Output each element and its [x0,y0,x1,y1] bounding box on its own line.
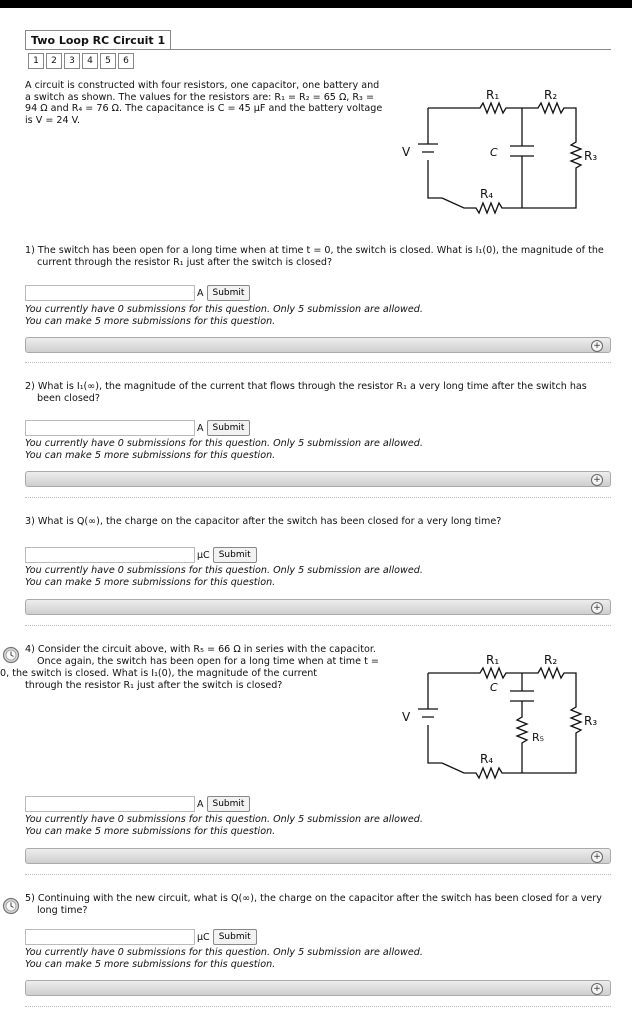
answer-input-3[interactable] [25,547,195,563]
note-line: You can make 5 more submissions for this question. [25,825,276,837]
note-line: You can make 5 more submissions for this question. [25,315,276,327]
answer-row-5 [25,929,257,945]
label-r4: R₄ [480,752,494,766]
note-line: You currently have 0 submissions for this question. Only 5 submission are allowed. [25,565,423,576]
answer-input-4[interactable] [25,796,195,812]
question-3-text [25,516,615,528]
part-tab-1[interactable]: 1 [28,53,44,69]
unit-label: A [197,798,204,810]
circuit-wire [428,103,581,213]
expand-bar-2[interactable] [25,471,611,487]
question-line: through the resistor R₁ just after the switch is closed? [25,680,283,691]
answer-input-1[interactable] [25,285,195,301]
submission-note-3 [25,565,423,588]
submission-note-2 [25,438,423,461]
label-c: C [490,681,498,694]
title-underline [25,49,611,50]
answer-row-3 [25,547,257,563]
question-2-text [25,381,615,405]
separator [25,625,611,626]
expand-plus-icon[interactable]: + [591,602,603,614]
label-r3: R₃ [584,149,598,163]
circuit-wire [517,673,527,773]
note-line: You can make 5 more submissions for this question. [25,576,276,588]
label-r5: R₅ [532,731,545,744]
answer-input-5[interactable] [25,929,195,945]
expand-plus-icon[interactable]: + [591,340,603,352]
battery-symbol [418,144,438,152]
note-line: You currently have 0 submissions for this question. Only 5 submission are allowed. [25,438,423,449]
expand-bar-5[interactable] [25,980,611,996]
battery-symbol [418,709,438,717]
note-line: You currently have 0 submissions for this question. Only 5 submission are allowed. [25,814,423,825]
circuit-diagram-1 [390,80,610,220]
separator [25,874,611,875]
problem-intro [25,80,387,126]
answer-row-1 [25,285,250,301]
question-line: Once again, the switch has been open for a long time when at time t = [37,656,379,667]
top-bar [0,0,632,8]
intro-line: 94 Ω and R₄ = 76 Ω. The capacitance is C = 45 μF and the battery voltage [25,103,383,115]
question-line: been closed? [37,393,100,404]
note-line: You can make 5 more submissions for this question. [25,449,276,461]
answer-row-2 [25,420,250,436]
part-tabs [28,53,136,69]
expand-bar-1[interactable] [25,337,611,353]
expand-plus-icon[interactable]: + [591,983,603,995]
question-line: 4) Consider the circuit above, with R₅ = 66 Ω in series with the capacitor. [25,644,376,655]
note-line: You can make 5 more submissions for this question. [25,958,276,970]
submit-button-5[interactable]: Submit [213,929,257,945]
part-tab-2[interactable]: 2 [46,53,62,69]
intro-line: a switch as shown. The values for the resistors are: R₁ = R₂ = 65 Ω, R₃ = [25,91,374,103]
answer-input-2[interactable] [25,420,195,436]
unit-label: A [197,422,204,434]
expand-bar-4[interactable] [25,848,611,864]
part-tab-4[interactable]: 4 [82,53,98,69]
intro-line: is V = 24 V. [25,114,81,126]
capacitor-symbol [510,146,534,156]
question-4-text [0,644,387,692]
question-line: current through the resistor R₁ just after the switch is closed? [37,257,333,268]
question-line: 1) The switch has been open for a long time when at time t = 0, the switch is closed. What is I₁(0), the magnitude of the [25,245,604,256]
note-line: You currently have 0 submissions for this question. Only 5 submission are allowed. [25,947,423,958]
circuit-diagram-2 [390,645,610,785]
expand-plus-icon[interactable]: + [591,474,603,486]
part-tab-3[interactable]: 3 [64,53,80,69]
submit-button-1[interactable]: Submit [207,285,251,301]
separator [25,362,611,363]
label-r4: R₄ [480,187,494,201]
problem-title-tab: Two Loop RC Circuit 1 [25,30,171,50]
label-r1: R₁ [486,88,500,102]
label-v: V [402,145,411,159]
clock-icon [2,897,20,915]
label-r2: R₂ [544,88,558,102]
submit-button-2[interactable]: Submit [207,420,251,436]
unit-label: μC [197,931,210,943]
answer-row-4 [25,796,250,812]
part-tab-5[interactable]: 5 [100,53,116,69]
question-line: 2) What is I₁(∞), the magnitude of the current that flows through the resistor R₁ a very long time after the switch has [25,381,587,392]
label-v: V [402,710,411,724]
circuit-wire [428,673,442,763]
submission-note-5 [25,947,423,970]
circuit-wire [428,668,581,778]
part-tab-6[interactable]: 6 [118,53,134,69]
question-5-text [25,893,615,917]
circuit-wire [428,108,442,198]
note-line: You currently have 0 submissions for this question. Only 5 submission are allowed. [25,304,423,315]
submission-note-1 [25,304,423,327]
separator [25,1006,611,1007]
question-line: long time? [37,905,88,916]
unit-label: μC [197,549,210,561]
submission-note-4 [25,814,423,837]
label-c: C [490,146,498,159]
question-line: 0, the switch is closed. What is I₁(0), the magnitude of the current [0,668,318,679]
label-r2: R₂ [544,653,558,667]
expand-bar-3[interactable] [25,599,611,615]
clock-icon [2,646,20,664]
expand-plus-icon[interactable]: + [591,851,603,863]
unit-label: A [197,287,204,299]
intro-line: A circuit is constructed with four resistors, one capacitor, one battery and [25,80,380,91]
separator [25,497,611,498]
submit-button-4[interactable]: Submit [207,796,251,812]
question-line: 3) What is Q(∞), the charge on the capacitor after the switch has been closed for a very long time? [25,516,502,527]
submit-button-3[interactable]: Submit [213,547,257,563]
question-1-text [25,245,615,269]
label-r3: R₃ [584,714,598,728]
capacitor-symbol [510,691,534,701]
label-r1: R₁ [486,653,500,667]
question-line: 5) Continuing with the new circuit, what is Q(∞), the charge on the capacitor after the switch has been closed for a very [25,893,602,904]
